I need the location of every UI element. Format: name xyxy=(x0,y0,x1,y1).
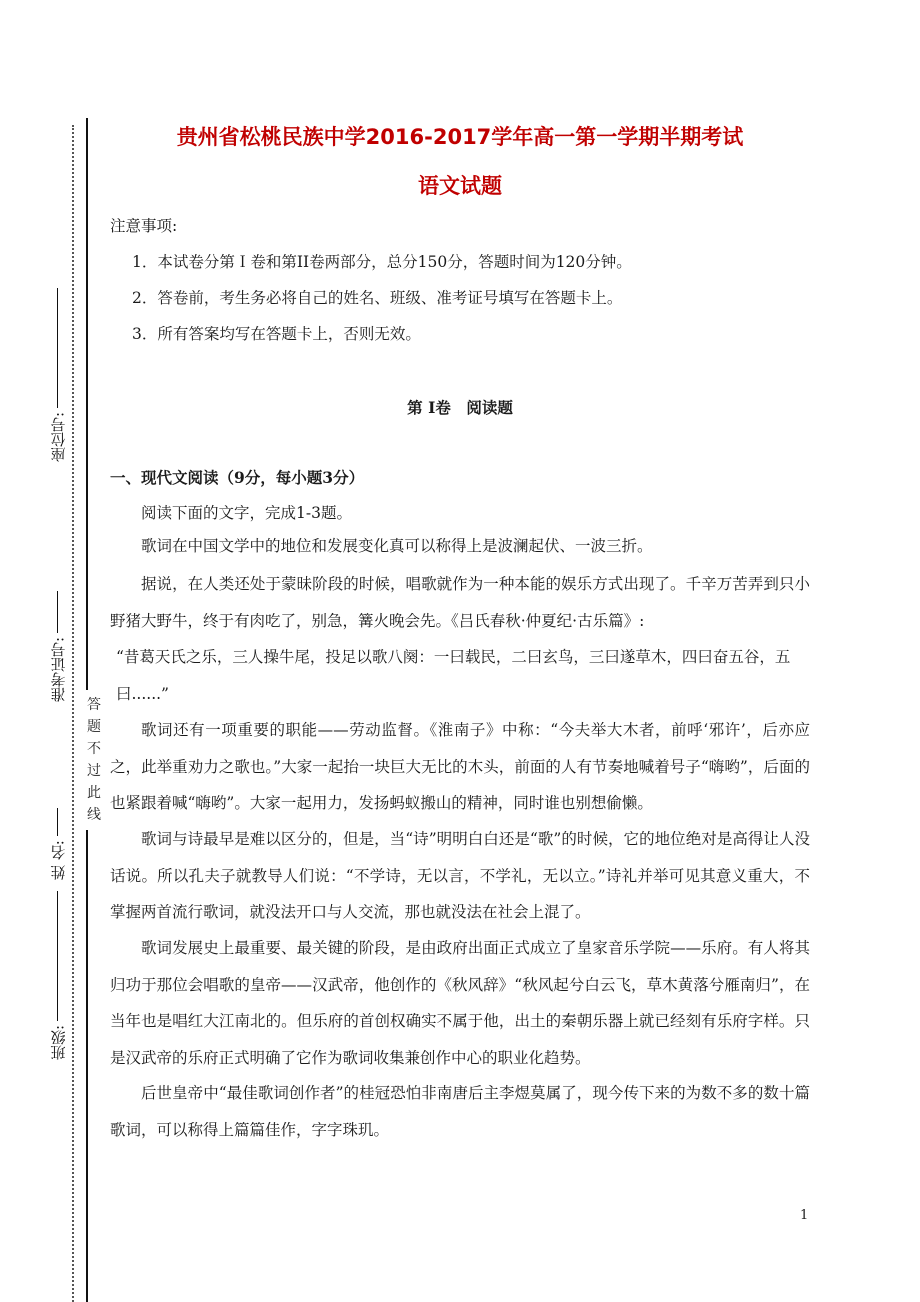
seal-char: 过 xyxy=(87,763,101,779)
notice-item: 1．本试卷分第Ｉ卷和第II卷两部分，总分150分，答题时间为120分钟。 xyxy=(132,253,632,271)
notice-item: 3．所有答案均写在答题卡上，否则无效。 xyxy=(132,325,421,343)
seal-char: 题 xyxy=(87,719,101,735)
notice-heading: 注意事项: xyxy=(110,217,178,235)
seat-number-blank xyxy=(58,288,59,408)
exam-title: 贵州省松桃民族中学2016-2017学年高一第一学期半期考试 xyxy=(176,125,744,149)
name-blank xyxy=(58,808,59,836)
name-label: 姓 名: xyxy=(49,840,68,880)
paragraph: 后世皇帝中“最佳歌词创作者”的桂冠恐怕非南唐后主李煜莫属了，现今传下来的为数不多的数十篇歌词，可以称得上篇篇佳作，字字珠玑。 xyxy=(110,1084,810,1139)
paragraph: 据说，在人类还处于蒙昧阶段的时候，唱歌就作为一种本能的娱乐方式出现了。千辛万苦弄到只小野猪大野牛，终于有肉吃了，别急，篝火晚会先。《吕氏春秋·仲夏纪·古乐篇》: xyxy=(110,575,810,630)
seal-char: 此 xyxy=(87,785,101,801)
instruction: 阅读下面的文字，完成1-3题。 xyxy=(141,504,352,522)
class-label: 班级: xyxy=(49,1024,68,1060)
notice-item: 2．答卷前，考生务必将自己的姓名、班级、准考证号填写在答题卡上。 xyxy=(132,289,623,307)
exam-id-field xyxy=(28,562,88,702)
section-title: 第 I卷 阅读题 xyxy=(407,398,513,417)
exam-id-blank xyxy=(58,591,59,633)
seal-char: 答 xyxy=(87,697,101,713)
class-blank xyxy=(58,891,59,1021)
seat-number-label: 座位号: xyxy=(49,411,68,462)
paragraph: 歌词与诗最早是难以区分的，但是，当“诗”明明白白还是“歌”的时候，它的地位绝对是高得让人没话说。所以孔夫子就教导人们说：“不学诗，无以言，不学礼，无以立。”诗礼并举可见其意义重大，不掌握两首流行歌词，就没法开口与人交流，那也就没法在社会上混了。 xyxy=(110,830,810,921)
seal-line-notice xyxy=(86,690,102,830)
exam-id-label: 准考证号: xyxy=(49,636,68,702)
name-field xyxy=(28,790,88,880)
page-number: 1 xyxy=(800,1208,809,1223)
paragraph: 歌词还有一项重要的职能——劳动监督。《淮南子》中称：“今夫举大木者，前呼‘邪许’，后亦应之，此举重劝力之歌也。”大家一起抬一块巨大无比的木头，前面的人有节奏地喊着号子“嗨哟”，后面的也紧跟着喊“嗨哟”。大家一起用力，发扬蚂蚁搬山的精神，同时谁也别想偷懒。 xyxy=(110,721,810,812)
seal-char: 线 xyxy=(87,807,101,823)
class-field xyxy=(28,880,88,1060)
part-heading: 一、现代文阅读（9分，每小题3分） xyxy=(110,468,365,487)
seat-number-field xyxy=(28,262,88,462)
seal-char: 不 xyxy=(87,741,101,757)
paragraph: 歌词发展史上最重要、最关键的阶段，是由政府出面正式成立了皇家音乐学院——乐府。有人将其归功于那位会唱歌的皇帝——汉武帝，他创作的《秋风辞》“秋风起兮白云飞，草木黄落兮雁南归”，在当年也是唱红大江南北的。但乐府的首创权确实不属于他，出土的秦朝乐器上就已经刻有乐府字样。只是汉武帝的乐府正式明确了它作为歌词收集兼创作中心的职业化趋势。 xyxy=(110,939,810,1067)
paragraph: 歌词在中国文学中的地位和发展变化真可以称得上是波澜起伏、一波三折。 xyxy=(141,537,653,555)
quote-paragraph: “昔葛天氏之乐，三人操牛尾，投足以歌八阕：一曰载民，二曰玄鸟，三曰遂草木，四曰奋五谷，五曰......” xyxy=(116,648,791,703)
exam-subtitle: 语文试题 xyxy=(418,174,502,198)
